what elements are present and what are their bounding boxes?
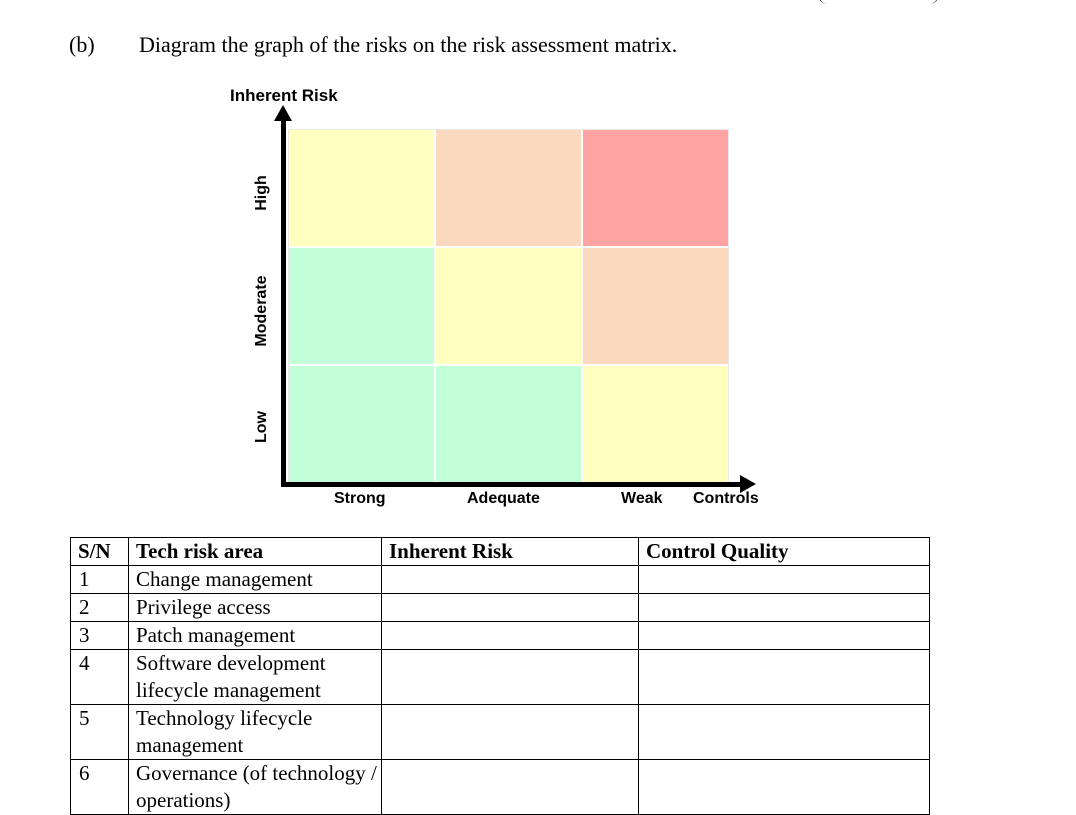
- x-tick-adequate: Adequate: [467, 490, 540, 507]
- row-tech-risk-area: Software development lifecycle management: [129, 650, 382, 705]
- header-inherent-risk: Inherent Risk: [382, 538, 639, 566]
- y-tick-high: High: [253, 175, 270, 211]
- corner-bracket-left: [818, 0, 835, 4]
- matrix-cell-low-adequate: [436, 366, 581, 482]
- row-control-quality-field[interactable]: [639, 566, 930, 594]
- row-inherent-risk-field[interactable]: [382, 705, 639, 760]
- row-sn: 4: [71, 650, 129, 705]
- row-control-quality-field[interactable]: [639, 622, 930, 650]
- header-sn: S/N: [71, 538, 129, 566]
- risk-table: [70, 537, 930, 815]
- row-control-quality-field[interactable]: [639, 760, 930, 815]
- matrix-cell-low-strong: [289, 366, 434, 482]
- x-axis-line: [281, 482, 741, 487]
- y-tick-moderate: Moderate: [253, 275, 270, 347]
- row-sn: 6: [71, 760, 129, 815]
- row-inherent-risk-field[interactable]: [382, 566, 639, 594]
- row-inherent-risk-field[interactable]: [382, 650, 639, 705]
- y-axis-title: Inherent Risk: [230, 86, 338, 105]
- table-row: [71, 705, 930, 760]
- question-text: Diagram the graph of the risks on the risk assessment matrix.: [139, 32, 678, 57]
- matrix-cell-moderate-weak: [583, 248, 728, 364]
- table-header-row: [71, 538, 930, 566]
- header-control-quality: Control Quality: [639, 538, 930, 566]
- row-tech-risk-area: Change management: [129, 566, 382, 594]
- row-tech-risk-area: Technology lifecycle management: [129, 705, 382, 760]
- table-row: [71, 622, 930, 650]
- row-sn: 1: [71, 566, 129, 594]
- matrix-cell-moderate-adequate: [436, 248, 581, 364]
- table-row: [71, 594, 930, 622]
- matrix-cell-moderate-strong: [289, 248, 434, 364]
- y-tick-low: Low: [253, 411, 270, 443]
- matrix-cell-high-weak: [583, 130, 728, 246]
- y-axis-line: [281, 118, 286, 487]
- row-tech-risk-area: Governance (of technology / operations): [129, 760, 382, 815]
- row-control-quality-field[interactable]: [639, 705, 930, 760]
- matrix-cell-low-weak: [583, 366, 728, 482]
- row-sn: 3: [71, 622, 129, 650]
- row-tech-risk-area: Patch management: [129, 622, 382, 650]
- x-tick-strong: Strong: [334, 490, 386, 507]
- row-inherent-risk-field[interactable]: [382, 760, 639, 815]
- row-inherent-risk-field[interactable]: [382, 594, 639, 622]
- x-tick-weak: Weak: [621, 490, 663, 507]
- row-inherent-risk-field[interactable]: [382, 622, 639, 650]
- row-control-quality-field[interactable]: [639, 594, 930, 622]
- matrix-cell-high-strong: [289, 130, 434, 246]
- question-label: (b): [69, 32, 95, 57]
- row-sn: 2: [71, 594, 129, 622]
- header-tech-risk-area: Tech risk area: [129, 538, 382, 566]
- table-row: [71, 760, 930, 815]
- table-row: [71, 566, 930, 594]
- y-axis-arrowhead: [274, 105, 292, 121]
- matrix-cell-high-adequate: [436, 130, 581, 246]
- corner-bracket-right: [922, 0, 939, 4]
- table-row: [71, 650, 930, 705]
- row-tech-risk-area: Privilege access: [129, 594, 382, 622]
- x-axis-title: Controls: [693, 490, 759, 507]
- risk-matrix: [288, 129, 729, 483]
- row-control-quality-field[interactable]: [639, 650, 930, 705]
- row-sn: 5: [71, 705, 129, 760]
